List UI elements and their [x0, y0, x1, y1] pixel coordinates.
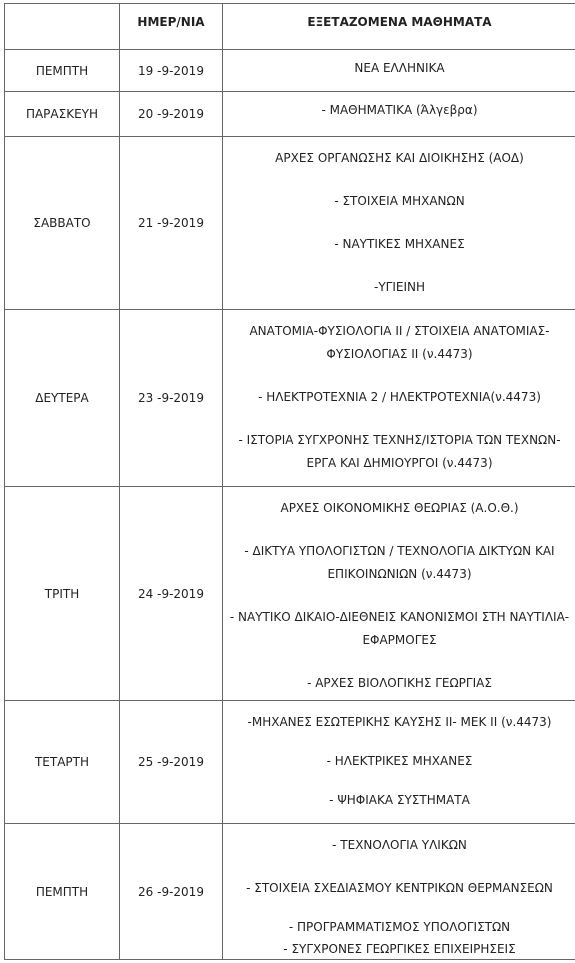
subject-item: - ΣΥΓΧΡΟΝΕΣ ΓΕΩΡΓΙΚΕΣ ΕΠΙΧΕΙΡΗΣΕΙΣ	[283, 942, 516, 956]
header-day	[5, 4, 120, 50]
subject-item: ΑΡΧΕΣ ΟΙΚΟΝΟΜΙΚΗΣ ΘΕΩΡΙΑΣ (Α.Ο.Θ.)	[280, 501, 519, 515]
subject-item: - ΑΡΧΕΣ ΒΙΟΛΟΓΙΚΗΣ ΓΕΩΡΓΙΑΣ	[307, 676, 492, 690]
table-row	[5, 92, 575, 137]
day-cell: ΔΕΥΤΕΡΑ	[5, 310, 120, 487]
header-row	[5, 4, 575, 50]
subject-item: - ΣΤΟΙΧΕΙΑ ΣΧΕΔΙΑΣΜΟΥ ΚΕΝΤΡΙΚΩΝ ΘΕΡΜΑΝΣΕΩΝ	[246, 881, 553, 895]
subject-item: ΝΕΑ ΕΛΛΗΝΙΚΑ	[354, 61, 445, 75]
subject-item: - ΝΑΥΤΙΚΕΣ ΜΗΧΑΝΕΣ	[334, 237, 465, 251]
table-row	[5, 137, 575, 310]
date-cell: 21 -9-2019	[120, 137, 223, 310]
subject-item: ΑΝΑΤΟΜΙΑ-ΦΥΣΙΟΛΟΓΙΑ ΙΙ / ΣΤΟΙΧΕΙΑ ΑΝΑΤΟΜΙΑΣ-ΦΥΣΙΟΛΟΓΙΑΣ ΙΙ (ν.4473)	[249, 324, 550, 361]
subject-item: - ΤΕΧΝΟΛΟΓΙΑ ΥΛΙΚΩΝ	[332, 838, 467, 852]
subjects-cell	[223, 701, 575, 824]
subjects-cell	[223, 310, 575, 487]
day-cell: ΠΑΡΑΣΚΕΥΗ	[5, 92, 120, 137]
table-row	[5, 701, 575, 824]
subject-item: - ΨΗΦΙΑΚΑ ΣΥΣΤΗΜΑΤΑ	[329, 793, 470, 807]
subject-item: - ΔΙΚΤΥΑ ΥΠΟΛΟΓΙΣΤΩΝ / ΤΕΧΝΟΛΟΓΙΑ ΔΙΚΤΥΩΝ ΚΑΙ ΕΠΙΚΟΙΝΩΝΙΩΝ (ν.4473)	[244, 544, 555, 581]
subjects-cell	[223, 137, 575, 310]
day-cell: ΠΕΜΠΤΗ	[5, 50, 120, 92]
subject-item: - ΗΛΕΚΤΡΟΤΕΧΝΙΑ 2 / ΗΛΕΚΤΡΟΤΕΧΝΙΑ(ν.4473)	[258, 390, 541, 404]
day-cell: ΤΡΙΤΗ	[5, 487, 120, 701]
header-subjects: ΕΞΕΤΑΖΟΜΕΝΑ ΜΑΘΗΜΑΤΑ	[223, 4, 575, 50]
table-row	[5, 310, 575, 487]
date-cell: 25 -9-2019	[120, 701, 223, 824]
subject-item: - ΠΡΟΓΡΑΜΜΑΤΙΣΜΟΣ ΥΠΟΛΟΓΙΣΤΩΝ	[288, 920, 511, 934]
subjects-cell	[223, 487, 575, 701]
date-cell: 20 -9-2019	[120, 92, 223, 137]
subjects-cell	[223, 92, 575, 137]
table-row	[5, 487, 575, 701]
subject-item: - ΜΑΘΗΜΑΤΙΚΑ (Άλγεβρα)	[321, 103, 478, 117]
subject-item: ΑΡΧΕΣ ΟΡΓΑΝΩΣΗΣ ΚΑΙ ΔΙΟΙΚΗΣΗΣ (ΑΟΔ)	[275, 151, 524, 165]
exam-schedule-table	[4, 3, 575, 960]
table-row	[5, 824, 575, 960]
subject-item: - ΣΤΟΙΧΕΙΑ ΜΗΧΑΝΩΝ	[334, 194, 465, 208]
date-cell: 23 -9-2019	[120, 310, 223, 487]
subject-item: - ΝΑΥΤΙΚΟ ΔΙΚΑΙΟ-ΔΙΕΘΝΕΙΣ ΚΑΝΟΝΙΣΜΟΙ ΣΤΗ ΝΑΥΤΙΛΙΑ-ΕΦΑΡΜΟΓΕΣ	[229, 610, 570, 647]
day-cell: ΣΑΒΒΑΤΟ	[5, 137, 120, 310]
day-cell: ΠΕΜΠΤΗ	[5, 824, 120, 960]
subject-item: -ΜΗΧΑΝΕΣ ΕΣΩΤΕΡΙΚΗΣ ΚΑΥΣΗΣ ΙΙ- ΜΕΚ ΙΙ (ν.4473)	[247, 715, 552, 729]
subject-item: - ΗΛΕΚΤΡΙΚΕΣ ΜΗΧΑΝΕΣ	[326, 754, 473, 768]
date-cell: 26 -9-2019	[120, 824, 223, 960]
date-cell: 24 -9-2019	[120, 487, 223, 701]
subject-item: - ΙΣΤΟΡΙΑ ΣΥΓΧΡΟΝΗΣ ΤΕΧΝΗΣ/ΙΣΤΟΡΙΑ ΤΩΝ ΤΕΧΝΩΝ-ΕΡΓΑ ΚΑΙ ΔΗΜΙΟΥΡΓΟΙ (ν.4473)	[238, 433, 561, 470]
day-cell: ΤΕΤΑΡΤΗ	[5, 701, 120, 824]
subject-item: -ΥΓΙΕΙΝΗ	[373, 280, 425, 294]
date-cell: 19 -9-2019	[120, 50, 223, 92]
subjects-cell	[223, 50, 575, 92]
header-date: ΗΜΕΡ/ΝΙΑ	[120, 4, 223, 50]
subjects-cell	[223, 824, 575, 960]
table-row	[5, 50, 575, 92]
